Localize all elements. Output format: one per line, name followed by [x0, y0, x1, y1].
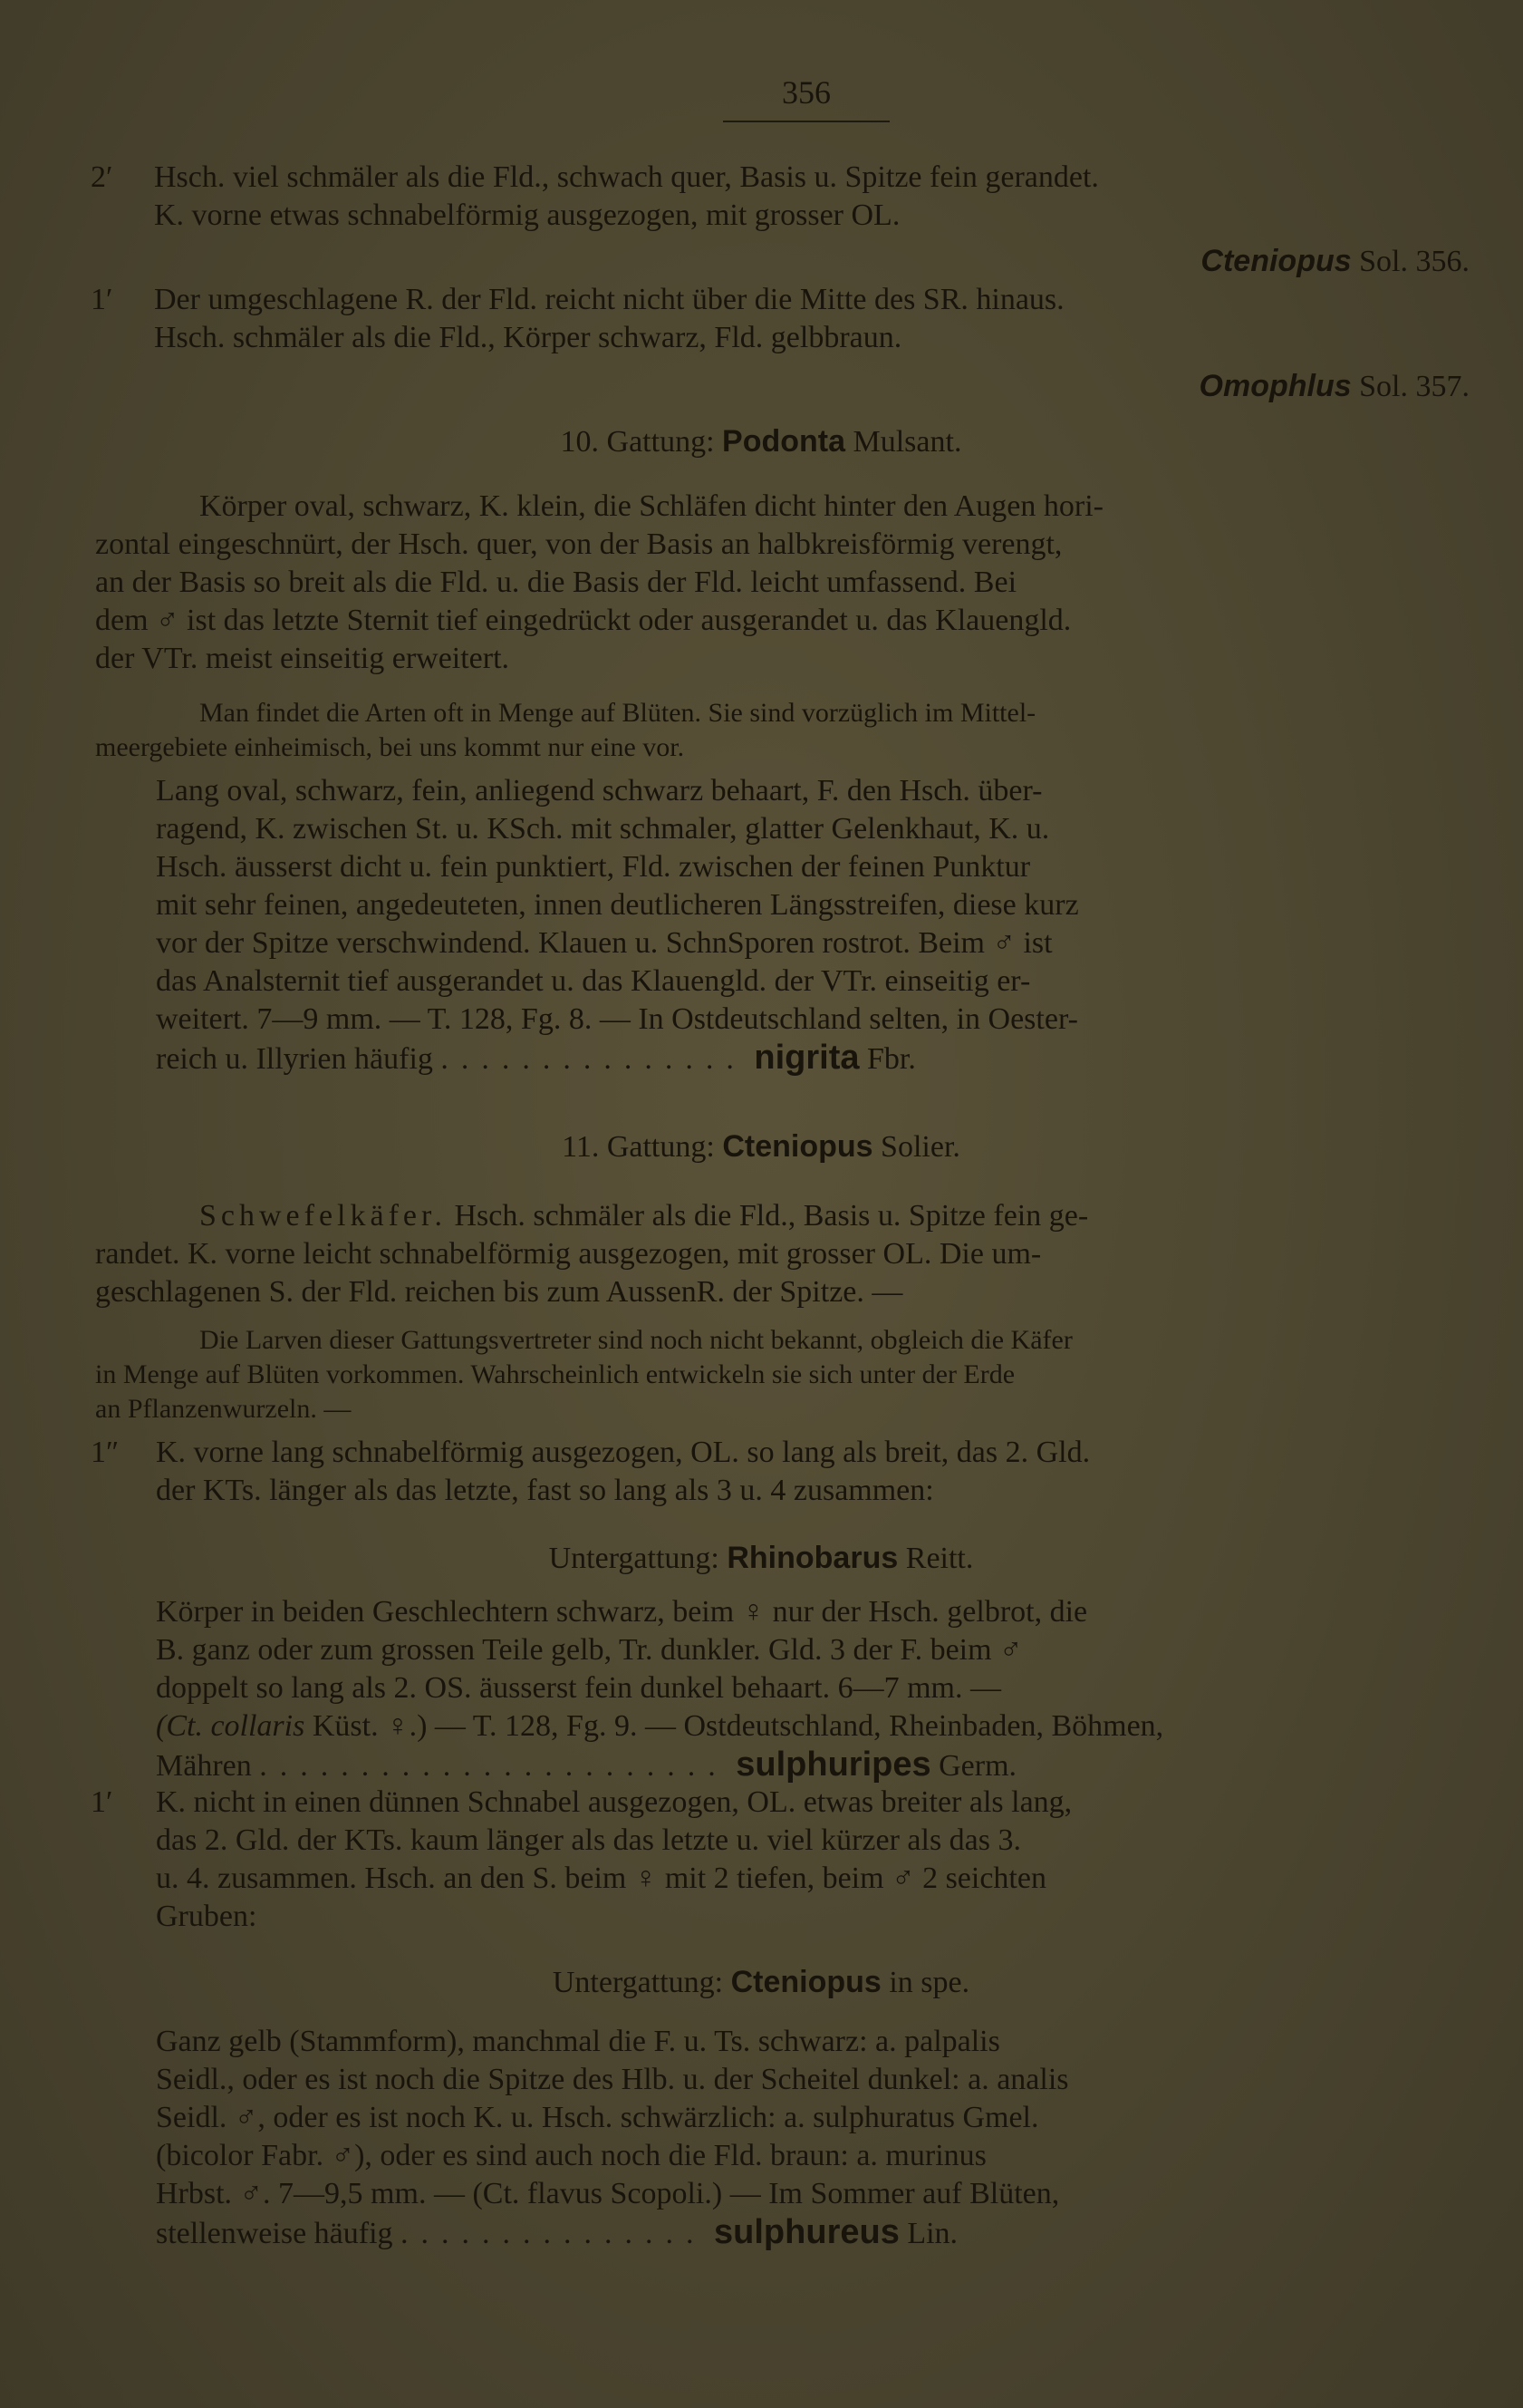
key-marker: 1″: [91, 1436, 120, 1469]
body-text: Körper oval, schwarz, K. klein, die Schläfen dicht hinter den Augen hori-: [199, 489, 1104, 523]
species-description: Seidl., oder es ist noch die Spitze des Hlb. u. der Scheitel dunkel: a. analis: [156, 2063, 1069, 2096]
species-description: Lang oval, schwarz, fein, anliegend schwarz behaart, F. den Hsch. über-: [156, 774, 1043, 808]
species-description: Hsch. äusserst dicht u. fein punktiert, Fld. zwischen der feinen Punktur: [156, 850, 1031, 884]
species-description: Seidl. ♂, oder es ist noch K. u. Hsch. schwärzlich: a. sulphuratus Gmel.: [156, 2101, 1039, 2134]
subgenus-heading: [362, 1539, 1160, 1578]
species-description: (bicolor Fabr. ♂), oder es sind auch noch die Fld. braun: a. murinus: [156, 2139, 987, 2172]
dot-leader: ...............: [440, 1042, 747, 1076]
body-text: dem ♂ ist das letzte Sternit tief eingedrückt oder ausgerandet u. das Klauengld.: [95, 604, 1072, 637]
species-description: Hrbst. ♂. 7—9,5 mm. — (Ct. flavus Scopoli.) — Im Sommer auf Blüten,: [156, 2177, 1060, 2210]
key-marker: 2′: [91, 160, 113, 194]
note-text: Die Larven dieser Gattungsvertreter sind noch nicht bekannt, obgleich die Käfer: [199, 1325, 1073, 1355]
genus-reference: Sol. 357.: [1359, 370, 1470, 403]
key-text: K. nicht in einen dünnen Schnabel ausgezogen, OL. etwas breiter als lang,: [156, 1785, 1073, 1819]
species-entry-line: [156, 2213, 1470, 2253]
page-number: 356: [782, 74, 831, 111]
key-text: Hsch. schmäler als die Fld., Körper schwarz, Fld. gelbbraun.: [154, 321, 902, 354]
key-text: das 2. Gld. der KTs. kaum länger als das letzte u. viel kürzer als das 3.: [156, 1823, 1022, 1857]
genus-heading: [362, 422, 1160, 461]
species-author: Lin.: [907, 2217, 959, 2250]
heading-genus: Podonta: [722, 424, 845, 459]
key-text: der KTs. länger als das letzte, fast so lang als 3 u. 4 zusammen:: [156, 1474, 934, 1507]
key-text: Der umgeschlagene R. der Fld. reicht nicht über die Mitte des SR. hinaus.: [154, 283, 1065, 316]
key-marker: 1′: [91, 283, 113, 316]
genus-reference: Sol. 356.: [1359, 245, 1470, 278]
heading-subgenus: Cteniopus: [730, 1965, 882, 1999]
page-number-rule: [723, 121, 890, 122]
species-description: vor der Spitze verschwindend. Klauen u. SchnSporen rostrot. Beim ♂ ist: [156, 926, 1053, 960]
species-description: [156, 1707, 1470, 1746]
species-distribution: Küst. ♀.) — T. 128, Fg. 9. — Ostdeutschland, Rheinbaden, Böhmen,: [312, 1709, 1164, 1743]
heading-subgenus: Rhinobarus: [727, 1541, 899, 1575]
heading-author: in spe.: [889, 1966, 970, 1999]
species-name: nigrita: [754, 1039, 860, 1077]
species-entry-line: [156, 1039, 1470, 1078]
note-text: meergebiete einheimisch, bei uns kommt nur eine vor.: [95, 732, 685, 762]
synonym: (Ct. collaris: [156, 1709, 305, 1743]
genus-name: Cteniopus: [1200, 244, 1352, 278]
species-description: mit sehr feinen, angedeuteten, innen deutlicheren Längsstreifen, diese kurz: [156, 888, 1079, 922]
genus-result-line: [154, 367, 1470, 406]
key-text: Hsch. viel schmäler als die Fld., schwach quer, Basis u. Spitze fein gerandet.: [154, 160, 1099, 194]
species-distribution: stellenweise häufig: [156, 2217, 393, 2250]
common-name: Schwefelkäfer.: [199, 1199, 447, 1233]
key-text: u. 4. zusammen. Hsch. an den S. beim ♀ mit 2 tiefen, beim ♂ 2 seichten: [156, 1862, 1046, 1895]
species-distribution: Mähren: [156, 1749, 252, 1783]
subgenus-heading: [362, 1963, 1160, 2002]
species-entry-line: [156, 1746, 1470, 1785]
genus-name: Omophlus: [1199, 369, 1352, 403]
key-text: Gruben:: [156, 1900, 257, 1933]
note-text: in Menge auf Blüten vorkommen. Wahrscheinlich entwickeln sie sich unter der Erde: [95, 1359, 1016, 1389]
dot-leader: ...............: [400, 2217, 707, 2250]
heading-author: Reitt.: [905, 1542, 974, 1575]
dot-leader: .......................: [259, 1749, 728, 1783]
key-marker: 1′: [91, 1785, 113, 1819]
species-description: Ganz gelb (Stammform), manchmal die F. u. Ts. schwarz: a. palpalis: [156, 2025, 1000, 2058]
note-text: an Pflanzenwurzeln. —: [95, 1394, 352, 1424]
body-text: zontal eingeschnürt, der Hsch. quer, von der Basis an halbkreisförmig verengt,: [95, 527, 1063, 561]
species-author: Germ.: [939, 1749, 1017, 1783]
species-description: doppelt so lang als 2. OS. äusserst fein dunkel behaart. 6—7 mm. —: [156, 1671, 1001, 1705]
body-text-continued: Hsch. schmäler als die Fld., Basis u. Spitze fein ge-: [454, 1199, 1089, 1233]
note-text: Man findet die Arten oft in Menge auf Blüten. Sie sind vorzüglich im Mittel-: [199, 698, 1036, 728]
key-text: K. vorne lang schnabelförmig ausgezogen, OL. so lang als breit, das 2. Gld.: [156, 1436, 1091, 1469]
species-name: sulphuripes: [736, 1746, 931, 1784]
body-text: geschlagenen S. der Fld. reichen bis zum AussenR. der Spitze. —: [95, 1275, 903, 1309]
heading-prefix: Untergattung:: [552, 1966, 724, 1999]
body-text: der VTr. meist einseitig erweitert.: [95, 642, 510, 675]
body-text: an der Basis so breit als die Fld. u. die Basis der Fld. leicht umfassend. Bei: [95, 566, 1017, 599]
species-description: B. ganz oder zum grossen Teile gelb, Tr. dunkler. Gld. 3 der F. beim ♂: [156, 1633, 1023, 1667]
heading-prefix: 10. Gattung:: [560, 425, 715, 459]
heading-prefix: Untergattung:: [548, 1542, 719, 1575]
species-description: weitert. 7—9 mm. — T. 128, Fg. 8. — In Ostdeutschland selten, in Oester-: [156, 1002, 1078, 1036]
genus-result-line: [154, 242, 1470, 281]
heading-prefix: 11. Gattung:: [562, 1130, 715, 1164]
key-text: K. vorne etwas schnabelförmig ausgezogen, mit grosser OL.: [154, 198, 901, 232]
heading-author: Solier.: [881, 1130, 960, 1164]
heading-author: Mulsant.: [853, 425, 962, 459]
body-text: randet. K. vorne leicht schnabelförmig ausgezogen, mit grosser OL. Die um-: [95, 1237, 1042, 1271]
species-description: ragend, K. zwischen St. u. KSch. mit schmaler, glatter Gelenkhaut, K. u.: [156, 812, 1050, 846]
species-distribution: reich u. Illyrien häufig: [156, 1042, 433, 1076]
species-description: Körper in beiden Geschlechtern schwarz, beim ♀ nur der Hsch. gelbrot, die: [156, 1595, 1088, 1629]
species-author: Fbr.: [867, 1042, 916, 1076]
species-name: sulphureus: [714, 2213, 900, 2251]
body-text: [199, 1197, 1470, 1235]
heading-genus: Cteniopus: [722, 1129, 873, 1164]
genus-heading: [362, 1127, 1160, 1166]
species-description: das Analsternit tief ausgerandet u. das Klauengld. der VTr. einseitig er-: [156, 964, 1031, 998]
